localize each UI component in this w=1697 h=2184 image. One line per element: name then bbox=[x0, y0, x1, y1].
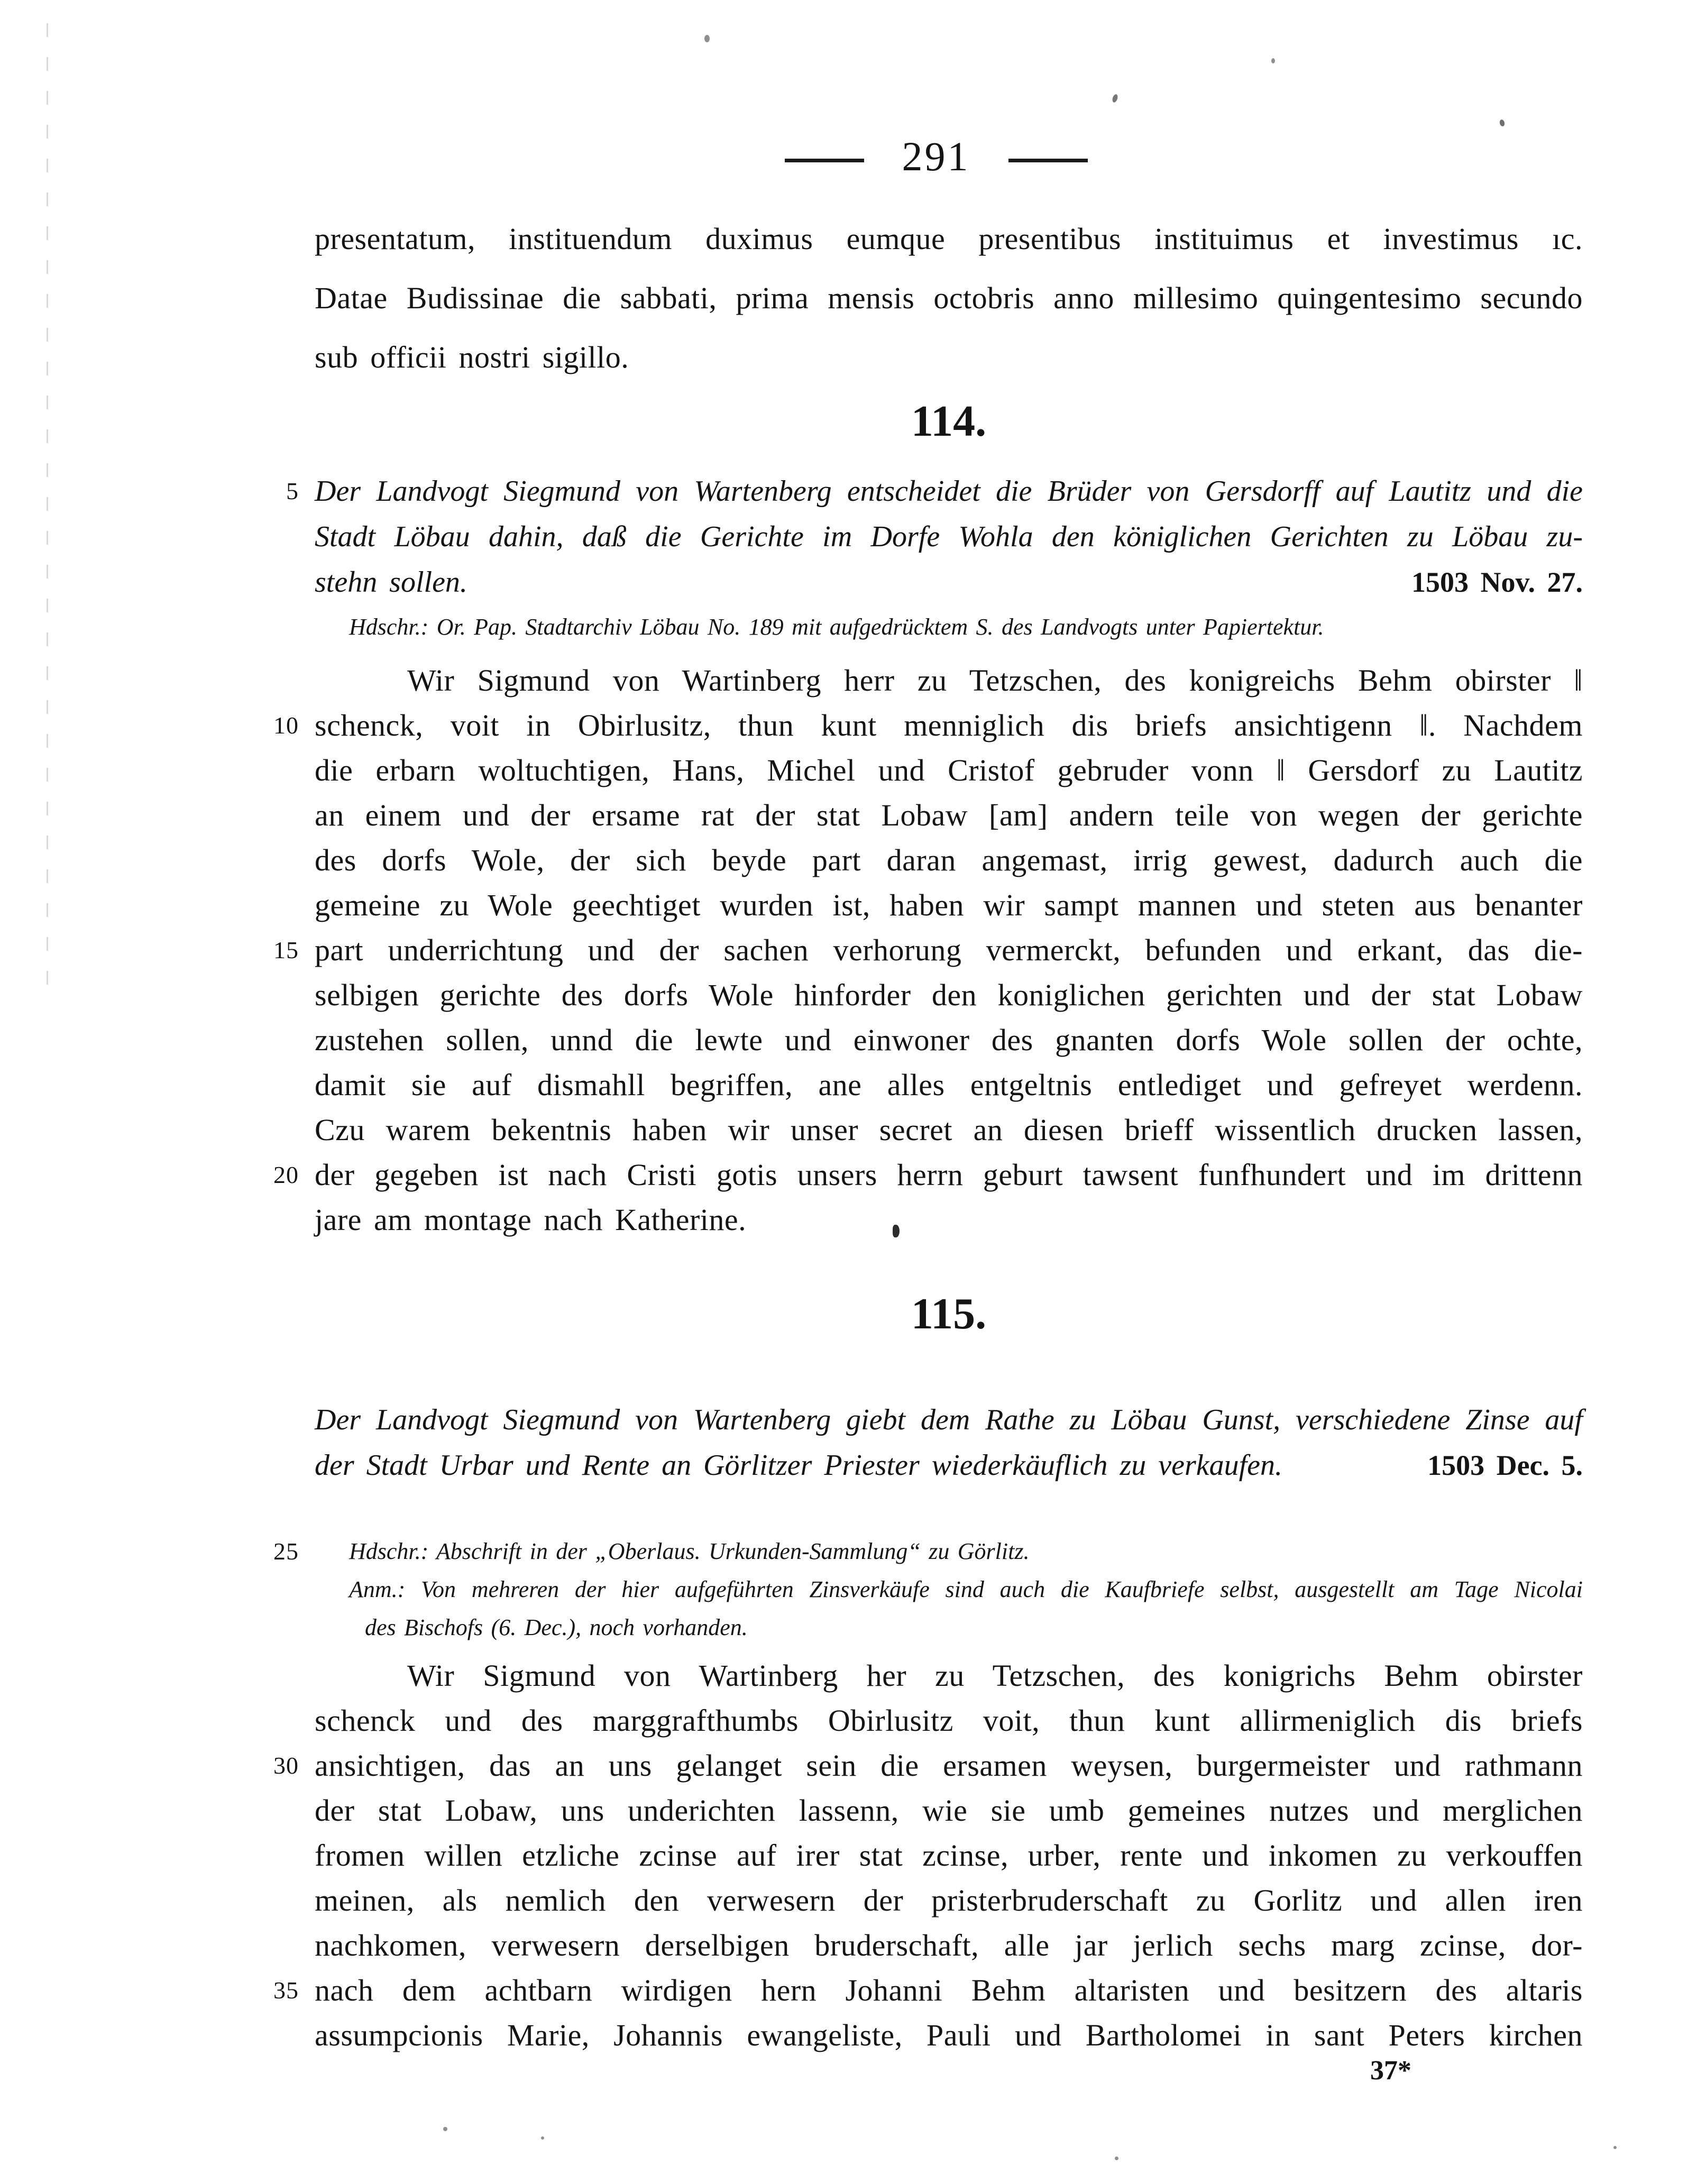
source-note-line: Hdschr.: Abschrift in der „Oberlaus. Urkunden-Sammlung“ zu Görlitz. bbox=[349, 1538, 1030, 1564]
text-line: Czu warem bekentnis haben wir unser secret an diesen brieff wissentlich drucken lassen, bbox=[315, 1113, 1583, 1147]
text-line: nachkomen, verwesern derselbigen bruderschaft, alle jar jerlich sechs marg zcinse, dor- bbox=[315, 1928, 1583, 1962]
text-line: der gegeben ist nach Cristi gotis unsers herrn geburt tawsent funfhundert und im drittenn bbox=[315, 1158, 1583, 1192]
text-line: zustehen sollen, unnd die lewte und einwoner des gnanten dorfs Wole sollen der ochte, bbox=[315, 1023, 1583, 1057]
charter-115-heading bbox=[315, 1290, 1583, 1338]
charter-115-summary bbox=[315, 1397, 1583, 1488]
margin-line-number: 15 bbox=[273, 937, 299, 963]
scan-speck bbox=[1499, 119, 1506, 127]
summary-line: stehn sollen. bbox=[315, 566, 467, 599]
text-line: sub officii nostri sigillo. bbox=[315, 340, 629, 374]
header-rule-left bbox=[785, 159, 864, 162]
charter-date: 1503 Nov. 27. bbox=[1411, 566, 1583, 598]
text-line: nach dem achtbarn wirdigen hern Johanni Behm altaristen und besitzern des altaris bbox=[315, 1973, 1583, 2007]
text-line: part underrichtung und der sachen verhorung vermerckt, befunden und erkant, das die- bbox=[315, 933, 1583, 967]
text-line: Wir Sigmund von Wartinberg herr zu Tetzschen, des konigreichs Behm obirster ‖ bbox=[407, 663, 1583, 698]
page-header bbox=[619, 130, 1253, 183]
annotation-line: des Bischofs (6. Dec.), noch vorhanden. bbox=[365, 1614, 748, 1640]
margin-line-number: 25 bbox=[273, 1538, 299, 1565]
text-line: jare am montage nach Katherine. bbox=[315, 1203, 747, 1237]
margin-line-number: 30 bbox=[273, 1752, 299, 1779]
text-line: die erbarn woltuchtigen, Hans, Michel und Cristof gebruder vonn ‖ Gersdorf zu Lautitz bbox=[315, 753, 1583, 787]
text-line: assumpcionis Marie, Johannis ewangeliste, Pauli und Bartholomei in sant Peters kirchen bbox=[315, 2018, 1583, 2052]
scan-speck bbox=[704, 35, 710, 42]
text-line: selbigen gerichte des dorfs Wole hinforder den koniglichen gerichten und der stat Lobaw bbox=[315, 978, 1583, 1012]
charter-114-heading bbox=[315, 398, 1583, 445]
scan-speck bbox=[1115, 2157, 1118, 2160]
charter-114-source-note bbox=[315, 608, 1617, 646]
text-line: gemeine zu Wole geechtiget wurden ist, haben wir sampt mannen und steten aus benanter bbox=[315, 888, 1583, 922]
charter-date: 1503 Dec. 5. bbox=[1427, 1449, 1583, 1481]
summary-line: Der Landvogt Siegmund von Wartenberg entscheidet die Brüder von Gersdorff auf Lautitz und die bbox=[315, 475, 1583, 508]
scan-speck bbox=[443, 2127, 447, 2131]
scan-edge-artifact bbox=[47, 23, 48, 986]
text-line: meinen, als nemlich den verwesern der pristerbruderschaft zu Gorlitz und allen iren bbox=[315, 1883, 1583, 1917]
text-line: Datae Budissinae die sabbati, prima mensis octobris anno millesimo quingentesimo secundo bbox=[315, 281, 1583, 315]
margin-line-number: 10 bbox=[273, 712, 299, 739]
signature-mark: 37* bbox=[1370, 2055, 1411, 2086]
scan-speck bbox=[541, 2136, 544, 2140]
charter-115-notes bbox=[273, 1533, 1583, 1647]
text-line: fromen willen etzliche zcinse auf irer stat zcinse, urber, rente und inkomen zu verkouffen bbox=[315, 1838, 1583, 1873]
margin-line-number: 35 bbox=[273, 1977, 299, 2004]
text-line: des dorfs Wole, der sich beyde part daran angemast, irrig gewest, dadurch auch die bbox=[315, 843, 1583, 877]
charter-114-body bbox=[273, 658, 1583, 1242]
header-rule-right bbox=[1008, 159, 1088, 162]
summary-line: Stadt Löbau dahin, daß die Gerichte im Dorfe Wohla den königlichen Gerichten zu Löbau zu- bbox=[315, 520, 1583, 553]
text-line: schenck, voit in Obirlusitz, thun kunt menniglich dis briefs ansichtigenn ‖. Nachdem bbox=[315, 708, 1583, 742]
annotation-line: Anm.: Von mehreren der hier aufgeführten Zinsverkäufe sind auch die Kaufbriefe selbst, ausgestellt am Tage Nicolai bbox=[349, 1576, 1583, 1602]
margin-line-number: 20 bbox=[273, 1161, 299, 1188]
margin-line-number: 5 bbox=[286, 478, 299, 504]
text-line: an einem und der ersame rat der stat Lobaw [am] andern teile von wegen der gerichte bbox=[315, 798, 1583, 832]
scan-speck bbox=[1112, 94, 1119, 103]
scan-speck bbox=[1613, 2146, 1617, 2149]
charter-number: 115. bbox=[911, 1289, 987, 1338]
charter-number: 114. bbox=[911, 397, 987, 446]
text-line: damit sie auf dismahll begriffen, ane alles entgeltnis entlediget und gefreyet werdenn. bbox=[315, 1068, 1583, 1102]
charter-114-summary bbox=[286, 469, 1583, 605]
text-line: Wir Sigmund von Wartinberg her zu Tetzschen, des konigrichs Behm obirster bbox=[407, 1658, 1583, 1693]
summary-line: der Stadt Urbar und Rente an Görlitzer Priester wiederkäuflich zu verkaufen. bbox=[315, 1449, 1283, 1482]
text-line: schenck und des marggrafthumbs Obirlusitz voit, thun kunt allirmeniglich dis briefs bbox=[315, 1703, 1583, 1738]
source-note-line: Hdschr.: Or. Pap. Stadtarchiv Löbau No. 189 mit aufgedrücktem S. des Landvogts unter Papiertektur. bbox=[349, 614, 1324, 640]
summary-line: Der Landvogt Siegmund von Wartenberg giebt dem Rathe zu Löbau Gunst, verschiedene Zinse auf bbox=[315, 1403, 1583, 1436]
text-line: presentatum, instituendum duximus eumque presentibus instituimus et investimus ıc. bbox=[315, 222, 1583, 256]
continuation-paragraph bbox=[315, 209, 1583, 387]
charter-115-body bbox=[273, 1653, 1583, 2058]
page-number: 291 bbox=[902, 133, 970, 179]
text-line: der stat Lobaw, uns underichten lassenn, wie sie umb gemeines nutzes und merglichen bbox=[315, 1793, 1583, 1828]
scan-speck bbox=[1271, 58, 1275, 63]
text-line: ansichtigen, das an uns gelanget sein die ersamen weysen, burgermeister und rathmann bbox=[315, 1748, 1583, 1783]
